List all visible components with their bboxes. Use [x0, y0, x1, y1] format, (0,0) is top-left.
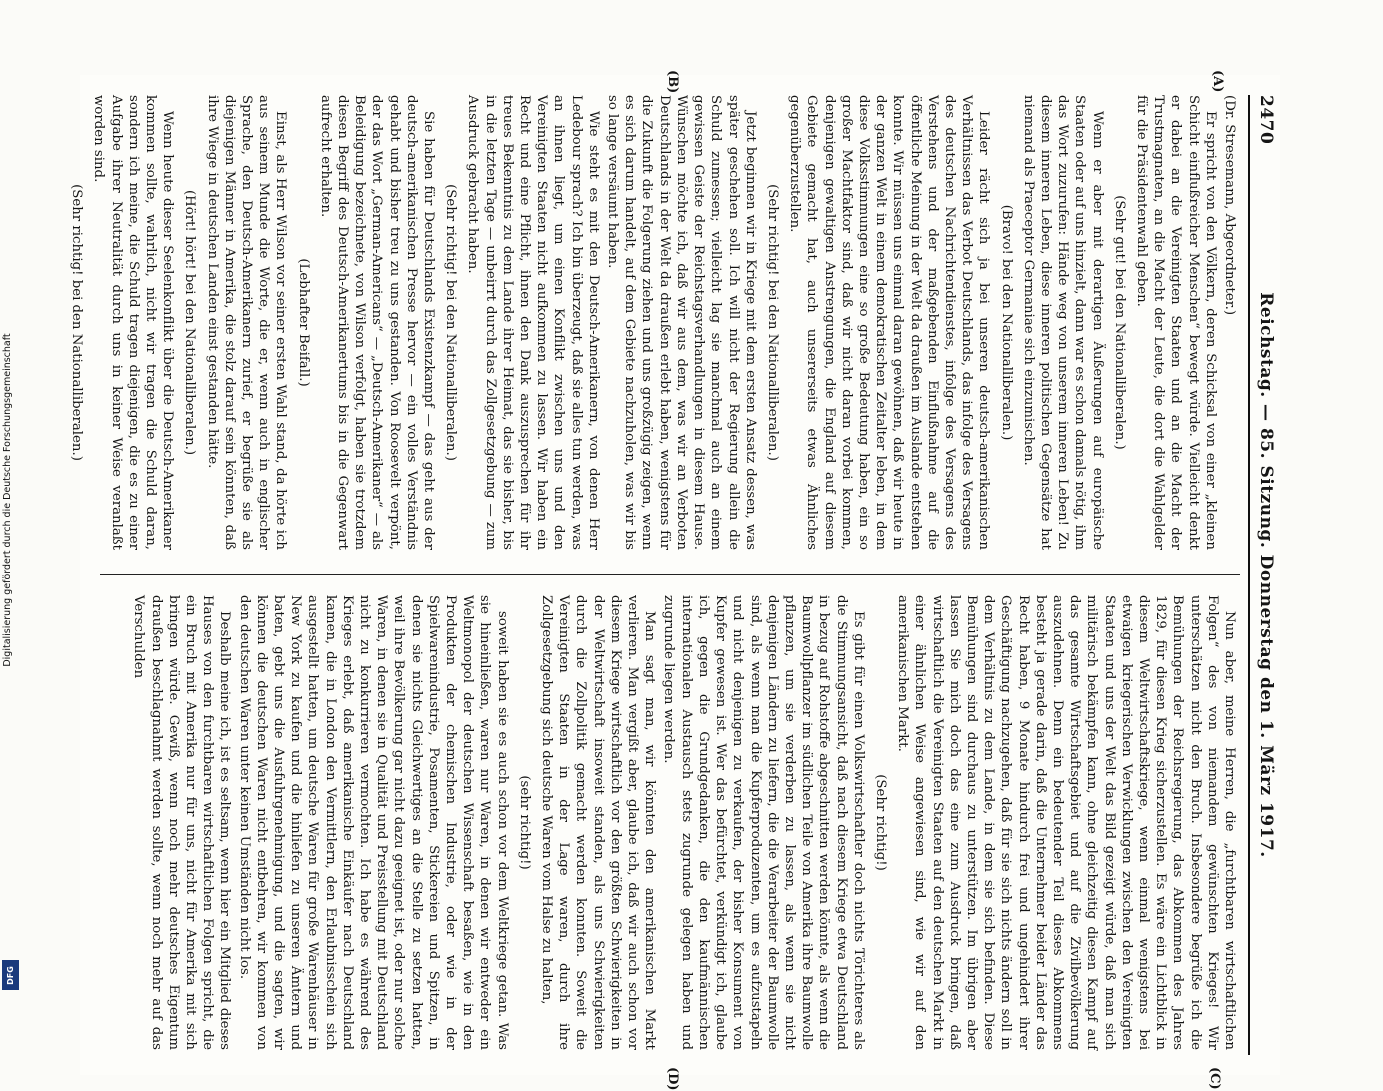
interjection: (sehr richtig!) — [516, 775, 532, 870]
interjection: (Sehr richtig! bei den Nationalliberalen.) — [443, 184, 459, 461]
interjection: (Sehr richtig! bei den Nationalliberalen.) — [764, 184, 780, 461]
speech-paragraph: Wenn er aber mit derartigen Äußerungen auf europäische Staaten oder auf uns hinzielt, dann war es schon damals nötig, ihm das Wort zuzurufen: Hände weg von unserem inneren Leben! Zu diesem inneren Leben, diese inneren politischen Gegensätze hat niemand als Praeceptor Germaniae sich einzumischen. — [1020, 95, 1105, 550]
speech-paragraph: soweit haben sie es auch schon vor dem Weltkriege getan. Was sie hineinließen, waren nur Waren, in denen wir entweder ein Weltmonopol der deutschen Wissenschaft besaßen, wie in den Produkten der chemischen Industrie, oder wie in der Spielwarenindustrie, Posamenten, Stickereien und Spitzen, in denen sie nichts Gleichwertiges an die Stelle zu setzen hatten, weil ihre Bevölkerung gar nicht dazu geeignet ist, oder nur solche Waren, in denen sie in Qualität und Preisstellung mit Deutschland nicht zu konkurrieren vermochten. Ich habe es während des Krieges erlebt, daß amerikanische Einkäufer nach Deutschland kamen, die in London den Vermittlern, den Erlaubnisschein sich ausgestellt hatten, um deutsche Waren für große Warenhäuser in New York zu kaufen und die hinliefen zu unseren Ämtern und baten, gebt uns die Ausfuhrgenehmigung, und die sagten, wir können die deutschen Waren nicht entbehren, wir kommen von den deutschen Waren unter keinen Umständen nicht los. — [236, 595, 510, 1050]
margin-label-d: (D) — [665, 1067, 680, 1091]
margin-label-a: (A) — [1210, 70, 1225, 93]
speech-paragraph: Man sagt man, wir könnten den amerikanischen Markt verlieren. Man vergißt aber, glaube ich, daß wir auch schon vor diesem Kriege wirtschaftlich vor den größten Schwierigkeiten in der Weltwirtschaft insoweit standen, als uns Schwierigkeiten durch die Zollpolitik gemacht werden konnten. Soweit die Vereinigten Staaten in der Lage waren, durch ihre Zollgesetzgebung sich deutsche Waren vom Halse zu halten, — [539, 595, 658, 1050]
speech-paragraph: Es gibt für einen Volkswirtschaftler doch nichts Törichteres als die Stimmungsansicht, daß nach diesem Kriege etwa Deutschland in bezug auf Rohstoffe abgeschnitten werden könnte, als wenn die Baumwollpflanzer im südlichen Teile von Amerika ihre Baumwolle pflanzen, um sie verderben zu lassen, als wenn sie nicht denjenigen Ländern zu liefern, die die Verarbeiter der Baumwolle sind, als wenn man die Kupferproduzenten, um es aufzustapeln und nicht denjenigen zu verkaufen, der bisher Konsument von Kupfer gewesen ist. Wer das befürchtet, verkündigt ich, glaube ich, gegen die Grundgedanken, die den kaufmännischen internationalen Austausch stets zugrunde gelegen haben und zugrunde liegen werden. — [661, 595, 866, 1050]
header-rule — [1248, 95, 1250, 1055]
running-head: Reichstag. — 85. Sitzung. Donnerstag den 1. März 1917. — [1256, 292, 1276, 858]
speech-paragraph: Sie haben für Deutschlands Existenzkampf — das geht aus der deutsch-amerikanischen Presse hervor — ein volles Verständnis gehabt und bisher treu zu uns gestanden. Von Roosevelt verpönt, der das Wort „German-Americans“ — „Deutsch-Amerikaner“ — als Beleidigung bezeichnete, von Wilson verfolgt, haben sie trotzdem diesen Begriff des Deutsch-Amerikanertums bis in die Gegenwart aufrecht erhalten. — [317, 95, 437, 550]
digitisation-credit — [2, 0, 22, 1000]
speech-paragraph: Einst, als Herr Wilson vor seiner ersten Wahl stand, da hörte ich aus seinem Munde die Worte, die er, wenn auch in englischer Sprache, den Deutsch-Amerikanern zurief, er begrüße sie als diejenigen Männer in Amerika, die stolz darauf sein könnten, daß ihre Wiege in deutschen Landen einst gestanden hätte. — [204, 95, 289, 550]
dfg-logo — [2, 960, 19, 990]
speech-paragraph: Wie steht es mit den Deutsch-Amerikanern, von denen Herr Ledebour sprach? Ich bin überzeugt, daß sie alles tun werden, was an ihnen liegt, um einen Konflikt zwischen uns und den Vereinigten Staaten nicht aufkommen zu lassen. Wir haben ein Recht und eine Pflicht, ihnen den Dank auszusprechen für ihr treues Bekenntnis zu dem Lande ihrer Heimat, das sie bisher, bis in die letzten Tage — unbeirrt durch das Zollgesetzgebung — zum Ausdruck gebracht haben. — [465, 95, 601, 550]
speech-paragraph: Leider rächt sich ja bei unseren deutsch-amerikanischen Verhältnissen das Verbot Deutschlands, das infolge des Versagens des deutschen Nachrichtendienstes, infolge des Versagens des Verstehens und der maßgebenden Einflußnahme auf die öffentliche Meinung in der Welt da draußen im Auslande entstehen konnte. Wir müssen uns einmal daran gewöhnen, daß wir heute in der ganzen Welt in einem demokratischen Zeitalter leben, in dem diese Volksstimmungen eine so große Bedeutung haben, ein so großer Machtfaktor sind, daß wir nicht daran vorbei kommen, denjenigen gewaltigen Anstrengungen, die England auf diesem Gebiete gemacht hat, auch unsererseits etwas Ähnliches gegenüberzustellen. — [787, 95, 992, 550]
interjection: (Sehr gut! bei den Nationalliberalen.) — [1111, 195, 1127, 450]
speech-paragraph: Wenn heute dieser Seelenkonflikt über die Deutsch-Amerikaner kommen sollte, wahrlich, nicht wir tragen die Schuld daran, sondern ich meine, die Schuld tragen diejenigen, die es zu einer Aufgabe ihrer Neutralität durch uns in keiner Weise veranlaßt worden sind. — [91, 95, 176, 550]
dfg-logo-text: DFG — [6, 965, 16, 985]
margin-label-b: (B) — [665, 70, 680, 94]
margin-label-c: (C) — [1207, 1067, 1222, 1090]
left-column — [69, 95, 1238, 550]
speech-paragraph: Nun aber, meine Herren, die „furchtbaren wirtschaftlichen Folgen“ des von niemandem gewünschten Krieges! Wir unterschätzen nicht den Bruch. Insbesondere begrüße ich die Bemühungen der Reichsregierung, das Abkommen des Jahres 1829, für diesen Krieg sicherzustellen. Es wäre ein Lichtblick in diesem Weltwirtschaftskriege, wenn einmal wenigstens bei etwaigen kriegerischen Verwicklungen zwischen den Vereinigten Staaten und uns der Welt das Bild gezeigt würde, daß man sich militärisch bekämpfen kann, ohne gleichzeitig diesen Kampf auf das gesamte Wirtschaftsgebiet und auf die Zivilbevölkerung auszudehnen. Denn ein bedeutender Teil dieses Abkommens besteht ja gerade darin, daß die Unternehmer beider Länder das Recht haben, 9 Monate hindurch frei und ungehindert ihrer Geschäftigung nachzugehen, daß für sie sich nichts ändern soll in dem Verhältnis zu dem Lande, in dem sie sich befinden. Diese Bemühungen sind durchaus zu unterstützen. Im übrigen aber lassen Sie mich doch das eine zum Ausdruck bringen, daß wirtschaftlich die Vereinigten Staaten auf den deutschen Markt in einer ähnlichen Weise angewiesen sind, wie wir auf den amerikanischen Markt. — [895, 595, 1237, 1050]
speech-paragraph: Er spricht von den Völkern, deren Schicksal von einer „kleinen Schicht einflußreicher Menschen“ bewegt würde. Vielleicht denkt er dabei an die Vereinigten Staaten und an die Macht der Trustmagnaten, an die Macht der Leute, die dort die Wahlgelder für die Präsidentenwahl geben. — [1133, 95, 1218, 550]
speech-paragraph: Jetzt beginnen wir in Kriege mit dem ersten Ansatz dessen, was später geschehen soll. Ich will nicht der Regierung allein die Schuld zumessen; vielleicht lag sie manchmal auch an einem gewissen Geiste der Reichstagsverhandlungen in diesem Hause. Wünschen möchte ich, daß wir aus dem, was wir an Verboten Deutschlands in der Welt da draußen erlebt haben, wenigstens für die Zukunft die Folgerung ziehen und uns großzügig zeigen, wenn es sich darum handelt, auf dem Gebiete nachzuholen, was wir bis so lange versäumt haben. — [605, 95, 758, 550]
interjection: (Lebhafter Beifall.) — [295, 258, 311, 387]
interjection: (Sehr richtig!) — [872, 774, 888, 871]
page-header — [1250, 95, 1280, 1055]
interjection: (Bravo! bei den Nationalliberalen.) — [998, 204, 1014, 441]
right-column — [100, 595, 1238, 1050]
digitisation-credit-text: Digitalisierung gefördert durch die Deutsche Forschungsgemeinschaft — [2, 333, 13, 667]
interjection: (Sehr richtig! bei den Nationalliberalen.) — [69, 184, 85, 461]
page-number: 2470 — [1256, 95, 1276, 145]
column-rule — [100, 574, 1240, 575]
printed-page — [69, 70, 1280, 1091]
speaker-line: (Dr. Stresemann, Abgeordneter.) — [1222, 95, 1237, 316]
speech-paragraph: Deshalb meine ich, ist es seltsam, wenn hier ein Mitglied dieses Hauses von den furchtbaren wirtschaftlichen Folgen spricht, die ein Bruch mit Amerika nur für uns, nicht für Amerika mit sich bringen würde. Gewiß, wenn noch mehr deutsches Eigentum draußen beschlagnahmt werden sollte, wenn noch mehr auf das Verschulden — [131, 595, 233, 1050]
interjection: (Hört! hört! bei den Nationalliberalen.) — [182, 189, 198, 456]
